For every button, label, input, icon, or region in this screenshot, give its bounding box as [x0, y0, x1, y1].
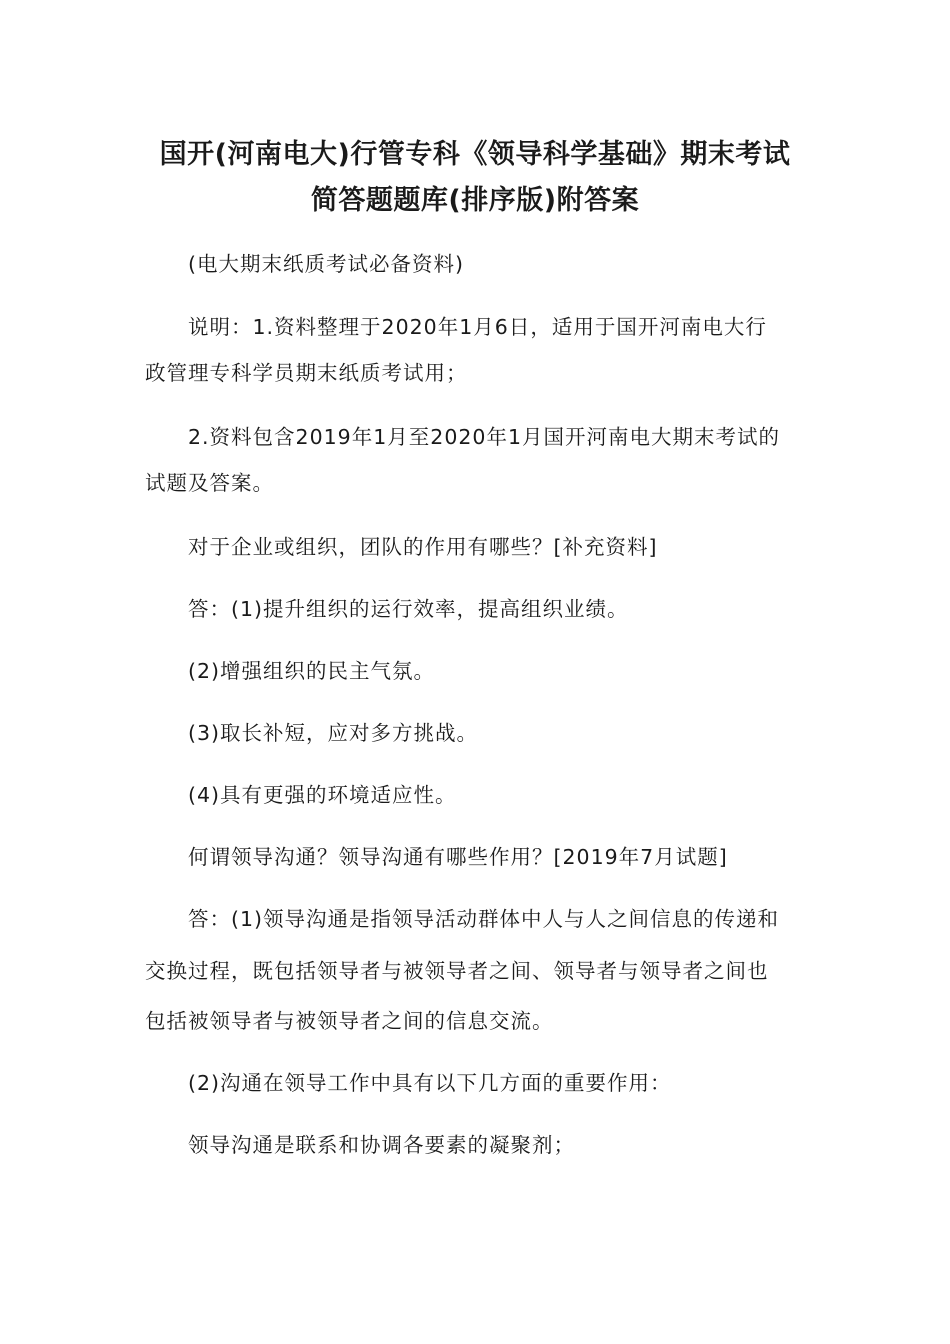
subtitle: (电大期末纸质考试必备资料) — [188, 252, 464, 276]
question-1-answer-4: (4)具有更强的环境适应性。 — [188, 783, 457, 807]
question-2-answer-1-line-2: 交换过程，既包括领导者与被领导者之间、领导者与领导者之间也 — [145, 959, 769, 983]
note-2-line-1: 2.资料包含2019年1月至2020年1月国开河南电大期末考试的 — [188, 425, 780, 449]
question-2-answer-3: 领导沟通是联系和协调各要素的凝聚剂； — [188, 1133, 575, 1157]
document-title-line-1: 国开(河南电大)行管专科《领导科学基础》期末考试 — [159, 139, 791, 170]
question-1-answer-3: (3)取长补短，应对多方挑战。 — [188, 721, 479, 745]
document-title-line-2: 简答题题库(排序版)附答案 — [310, 185, 640, 216]
question-2-answer-1-line-3: 包括被领导者与被领导者之间的信息交流。 — [145, 1009, 554, 1033]
question-1-answer-2: (2)增强组织的民主气氛。 — [188, 659, 436, 683]
note-1-line-1: 说明：1.资料整理于2020年1月6日，适用于国开河南电大行 — [188, 315, 767, 339]
note-1-line-2: 政管理专科学员期末纸质考试用； — [145, 361, 468, 385]
question-1: 对于企业或组织，团队的作用有哪些？[补充资料] — [188, 535, 658, 559]
question-2-answer-2: (2)沟通在领导工作中具有以下几方面的重要作用： — [188, 1071, 672, 1095]
note-2-line-2: 试题及答案。 — [145, 471, 274, 495]
question-2: 何谓领导沟通？领导沟通有哪些作用？[2019年7月试题] — [188, 845, 728, 869]
question-1-answer-1: 答：(1)提升组织的运行效率，提高组织业绩。 — [188, 597, 629, 621]
question-2-answer-1-line-1: 答：(1)领导沟通是指领导活动群体中人与人之间信息的传递和 — [188, 907, 780, 931]
